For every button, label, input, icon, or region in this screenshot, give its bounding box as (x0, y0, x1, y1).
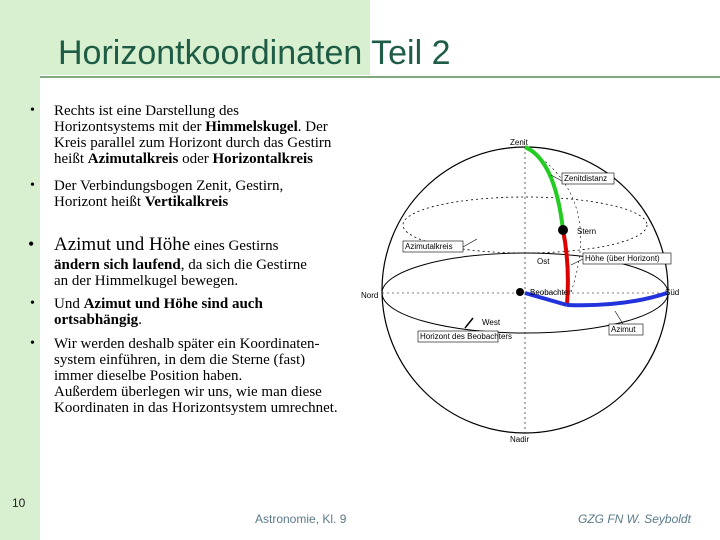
azimuth-arc (567, 293, 667, 305)
footer-center: Astronomie, Kl. 9 (255, 512, 347, 526)
bullet-marker: • (30, 336, 35, 351)
page-number: 10 (12, 496, 26, 510)
zenith-distance-label: Zenitdistanz (564, 174, 608, 183)
sphere-outline (382, 147, 668, 433)
east-label: Ost (537, 257, 550, 266)
nadir-label: Nadir (510, 435, 530, 444)
celestial-sphere-diagram (355, 135, 695, 450)
footer-right: GZG FN W. Seyboldt (578, 512, 691, 526)
observer-marker (516, 288, 524, 296)
zenith-label: Zenit (510, 138, 528, 147)
bullet-marker: • (30, 296, 35, 311)
south-label: Süd (665, 288, 680, 297)
bullet-text: Und Azimut und Höhe sind auch ortsabhängig. (54, 296, 263, 328)
zenith-distance-arc (525, 147, 563, 230)
left-accent-bar (0, 0, 40, 540)
bullet-text: Wir werden deshalb später ein Koordinaten- system einführen, in dem die Sterne (fast) immer dieselbe Position haben. Außerdem überlegen wir uns, wie man diese Koordinaten in das Horizontsystem umrechnet. (54, 336, 338, 416)
west-label: West (482, 318, 501, 327)
star-marker (558, 225, 568, 235)
altitude-label: Höhe (über Horizont) (585, 254, 660, 263)
north-label: Nord (361, 291, 379, 300)
observer-label: Beobachter (530, 288, 571, 297)
vertical-circle (525, 147, 581, 295)
page-title: Horizontkoordinaten Teil 2 (58, 34, 451, 72)
bullet-text: Rechts ist eine Darstellung des Horizontsystems mit der Himmelskugel. Der Kreis parallel zum Horizont durch das Gestirn heißt Azimutalkreis oder Horizontalkreis (54, 103, 332, 167)
bullet-marker: • (28, 234, 35, 254)
bullet-text: Azimut und Höhe eines Gestirns ändern sich laufend, da sich die Gestirne an der Himmelkugel bewegen. (54, 234, 307, 289)
azimuthal-circle-label: Azimutalkreis (405, 242, 453, 251)
bullet-marker: • (30, 103, 35, 118)
horizon-label: Horizont des Beobachters (420, 332, 513, 341)
star-label: Stern (577, 227, 597, 236)
bullet-text: Der Verbindungsbogen Zenit, Gestirn, Horizont heißt Vertikalkreis (54, 178, 284, 210)
title-divider (40, 76, 720, 78)
bullet-marker: • (30, 178, 35, 193)
azimuth-label: Azimut (611, 325, 636, 334)
